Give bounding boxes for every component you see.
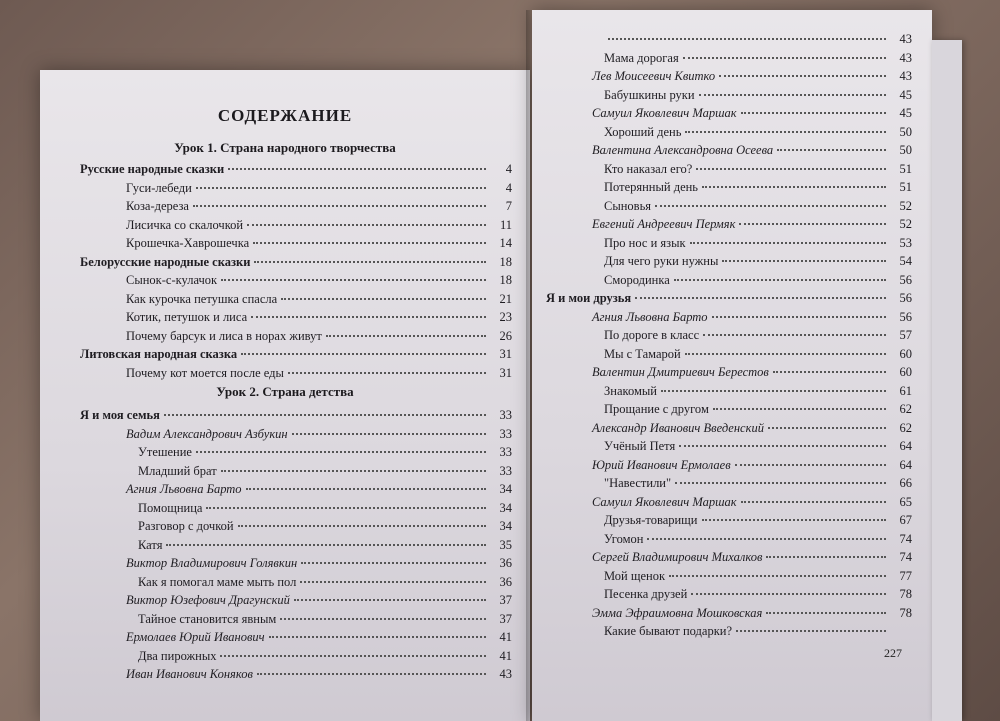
toc-entry-title: Помощница <box>138 500 203 515</box>
dot-leader <box>766 556 886 558</box>
toc-entry-title: Белорусские народные сказки <box>80 254 251 269</box>
toc-entry-title: Почему барсук и лиса в норах живут <box>126 328 322 343</box>
toc-entry-page: 62 <box>899 402 912 416</box>
toc-entry <box>80 329 512 348</box>
toc-entry-page: 34 <box>499 519 512 533</box>
toc-entry-page: 34 <box>499 482 512 496</box>
dot-leader <box>741 501 886 503</box>
dot-leader <box>690 242 886 244</box>
toc-entry-page: 31 <box>499 347 512 361</box>
dot-leader <box>301 562 486 564</box>
toc-entry <box>546 606 912 625</box>
toc-entry <box>546 143 912 162</box>
toc-entry-title: Катя <box>138 537 163 552</box>
toc-entry-page: 50 <box>899 124 912 139</box>
toc-entry-page: 43 <box>899 32 912 46</box>
toc-entry-page: 43 <box>899 50 912 65</box>
dot-leader <box>193 205 486 207</box>
dot-leader <box>777 149 886 151</box>
toc-entry-title: Я и моя семья <box>80 408 160 422</box>
toc-entry-title: Лисичка со скалочкой <box>126 217 244 232</box>
dot-leader <box>696 168 886 170</box>
toc-entry-page: 60 <box>899 346 912 361</box>
toc-entry-title: "Навестили" <box>604 476 672 490</box>
toc-entry <box>546 125 912 144</box>
toc-entry <box>546 365 912 384</box>
toc-entry-title: Друзья-товарищи <box>604 513 698 527</box>
toc-entry-page: 64 <box>899 439 912 453</box>
dot-leader <box>269 636 486 638</box>
toc-entry-page: 11 <box>499 217 512 232</box>
toc-entry-page: 52 <box>899 217 912 231</box>
toc-entry <box>80 255 512 274</box>
toc-list-continued <box>546 32 912 643</box>
toc-entry <box>546 624 912 643</box>
toc-entry-page: 67 <box>899 513 912 527</box>
dot-leader <box>164 414 486 416</box>
toc-entry <box>80 501 512 520</box>
toc-entry-title: Младший брат <box>138 463 217 478</box>
toc-entry-title: Какие бывают подарки? <box>604 624 733 638</box>
toc-entry-page: 33 <box>499 445 512 459</box>
dot-leader <box>292 433 486 435</box>
toc-entry-title: Как курочка петушка спасла <box>126 291 278 306</box>
toc-entry-page: 45 <box>899 106 912 120</box>
toc-entry-page: 37 <box>499 611 512 626</box>
dot-leader <box>685 353 886 355</box>
toc-list-lesson-2 <box>80 408 512 686</box>
toc-entry-page: 36 <box>499 556 512 570</box>
toc-entry-title: Евгений Андреевич Пермяк <box>592 217 736 231</box>
dot-leader <box>196 451 486 453</box>
toc-entry-page: 43 <box>899 69 912 83</box>
toc-entry-page: 56 <box>899 291 912 305</box>
toc-entry-title: Русские народные сказки <box>80 162 225 176</box>
dot-leader <box>241 353 486 355</box>
dot-leader <box>736 630 886 632</box>
toc-entry-page: 66 <box>899 476 912 490</box>
toc-entry <box>80 427 512 446</box>
toc-entry <box>80 649 512 668</box>
toc-entry-title: Агния Львовна Барто <box>592 309 708 324</box>
toc-entry-title: Угомон <box>604 531 644 546</box>
toc-entry-page: 56 <box>899 309 912 324</box>
toc-entry <box>546 310 912 329</box>
toc-entry-page: 4 <box>505 162 512 176</box>
toc-entry <box>80 667 512 686</box>
toc-entry <box>80 538 512 557</box>
toc-entry-title: Александр Иванович Введенский <box>592 420 764 435</box>
toc-entry-page: 21 <box>499 291 512 306</box>
lesson-1-title: Урок 1. Страна народного творчества <box>174 140 396 155</box>
toc-entry-page: 52 <box>899 198 912 213</box>
toc-entry-page: 50 <box>899 143 912 157</box>
dot-leader <box>674 279 886 281</box>
dot-leader <box>719 75 886 77</box>
left-page <box>40 70 530 721</box>
toc-entry-title: Вадим Александрович Азбукин <box>126 426 288 441</box>
toc-entry <box>546 587 912 606</box>
dot-leader <box>221 279 486 281</box>
dot-leader <box>166 544 486 546</box>
toc-entry-page: 53 <box>899 235 912 250</box>
dot-leader <box>722 260 886 262</box>
toc-entry-page: 18 <box>499 273 512 287</box>
toc-entry-title: По дороге в класс <box>604 328 700 342</box>
toc-entry-title: Виктор Юзефович Драгунский <box>126 593 290 607</box>
toc-entry-page: 78 <box>899 587 912 601</box>
toc-entry <box>80 556 512 575</box>
toc-entry-page: 78 <box>899 605 912 620</box>
toc-entry <box>80 310 512 329</box>
toc-entry-title: Коза-дереза <box>126 199 189 213</box>
toc-entry <box>546 328 912 347</box>
toc-entry <box>80 445 512 464</box>
toc-entry-page: 65 <box>899 494 912 509</box>
dot-leader <box>228 168 486 170</box>
toc-entry-page: 43 <box>499 667 512 681</box>
toc-entry-page: 60 <box>899 365 912 379</box>
toc-entry-page: 33 <box>499 426 512 441</box>
toc-entry-title: Эмма Эфраимовна Мошковская <box>592 605 763 620</box>
toc-entry-page: 7 <box>505 199 512 213</box>
dot-leader <box>713 408 886 410</box>
toc-entry <box>80 236 512 255</box>
toc-entry <box>546 513 912 532</box>
dot-leader <box>647 538 886 540</box>
dot-leader <box>206 507 486 509</box>
toc-entry-title: Крошечка-Хаврошечка <box>126 236 250 250</box>
toc-entry <box>546 402 912 421</box>
dot-leader <box>300 581 486 583</box>
toc-entry-title: Мы с Тамарой <box>604 346 681 361</box>
dot-leader <box>238 525 486 527</box>
toc-entry <box>546 291 912 310</box>
dot-leader <box>679 445 886 447</box>
toc-entry-title: Бабушкины руки <box>604 87 695 102</box>
toc-entry-page: 34 <box>499 500 512 515</box>
page-number: 227 <box>884 646 902 660</box>
dot-leader <box>699 94 886 96</box>
toc-entry-title: Валентин Дмитриевич Берестов <box>592 365 769 379</box>
toc-entry-title: Про нос и язык <box>604 235 686 250</box>
toc-entry-title: Потерянный день <box>604 180 699 194</box>
toc-entry-page: 41 <box>499 630 512 644</box>
toc-entry <box>546 273 912 292</box>
toc-entry-page: 37 <box>499 593 512 607</box>
toc-entry-page: 23 <box>499 310 512 324</box>
toc-entry <box>80 612 512 631</box>
toc-entry-title: Гуси-лебеди <box>126 180 192 195</box>
dot-leader <box>669 575 886 577</box>
dot-leader <box>702 519 887 521</box>
dot-leader <box>691 593 886 595</box>
toc-entry <box>546 69 912 88</box>
toc-entry <box>546 217 912 236</box>
dot-leader <box>288 372 486 374</box>
toc-entry-page: 14 <box>499 236 512 250</box>
toc-entry-title: Мой щенок <box>604 568 666 583</box>
dot-leader <box>741 112 886 114</box>
toc-entry-title: Знакомый <box>604 383 657 398</box>
toc-entry <box>546 162 912 181</box>
dot-leader <box>221 470 486 472</box>
dot-leader <box>661 390 886 392</box>
dot-leader <box>712 316 886 318</box>
toc-entry <box>546 106 912 125</box>
toc-entry-page: 56 <box>899 272 912 287</box>
toc-entry-title: Смородинка <box>604 272 670 287</box>
toc-entry <box>546 569 912 588</box>
toc-entry-page: 33 <box>499 408 512 422</box>
dot-leader <box>735 464 886 466</box>
toc-entry-title: Виктор Владимирович Голявкин <box>126 556 298 570</box>
toc-entry-page: 61 <box>899 383 912 398</box>
dot-leader <box>702 186 886 188</box>
toc-entry <box>546 384 912 403</box>
dot-leader <box>675 482 886 484</box>
toc-entry-title: Ермолаев Юрий Иванович <box>126 630 265 644</box>
toc-entry-title: Валентина Александровна Осеева <box>592 143 774 157</box>
toc-entry-page: 64 <box>899 457 912 472</box>
dot-leader <box>739 223 886 225</box>
toc-entry <box>80 482 512 501</box>
toc-entry <box>546 550 912 569</box>
dot-leader <box>281 298 486 300</box>
dot-leader <box>768 427 886 429</box>
dot-leader <box>766 612 886 614</box>
toc-entry <box>546 32 912 51</box>
toc-entry-title: Самуил Яковлевич Маршак <box>592 106 737 120</box>
toc-entry <box>80 273 512 292</box>
dot-leader <box>251 316 486 318</box>
toc-entry-page: 74 <box>899 531 912 546</box>
toc-entry <box>546 476 912 495</box>
toc-entry-page: 62 <box>899 420 912 435</box>
toc-heading: СОДЕРЖАНИЕ <box>217 106 353 125</box>
dot-leader <box>773 371 886 373</box>
toc-entry <box>80 630 512 649</box>
toc-entry <box>546 88 912 107</box>
toc-entry <box>80 593 512 612</box>
dot-leader <box>246 488 486 490</box>
toc-entry-page: 45 <box>899 87 912 102</box>
toc-entry <box>546 532 912 551</box>
toc-entry <box>546 199 912 218</box>
toc-entry-title: Литовская народная сказка <box>80 347 238 361</box>
dot-leader <box>326 335 486 337</box>
toc-entry-title: Хороший день <box>604 124 682 139</box>
toc-entry-title: Мама дорогая <box>604 50 679 65</box>
toc-entry <box>80 464 512 483</box>
toc-entry <box>546 51 912 70</box>
lesson-2-title: Урок 2. Страна детства <box>216 384 354 399</box>
toc-entry <box>546 347 912 366</box>
toc-entry <box>80 218 512 237</box>
dot-leader <box>196 187 486 189</box>
toc-entry <box>80 347 512 366</box>
toc-entry-title: Котик, петушок и лиса <box>126 310 248 324</box>
toc-entry <box>546 421 912 440</box>
toc-entry <box>546 495 912 514</box>
toc-entry <box>546 439 912 458</box>
toc-entry <box>80 575 512 594</box>
toc-entry-title: Песенка друзей <box>604 587 688 601</box>
toc-entry-title: Агния Львовна Барто <box>126 482 242 496</box>
toc-entry <box>546 254 912 273</box>
toc-entry <box>80 292 512 311</box>
toc-entry-page: 54 <box>899 254 912 268</box>
toc-entry-page: 31 <box>499 365 512 380</box>
toc-entry-title: Самуил Яковлевич Маршак <box>592 494 737 509</box>
dot-leader <box>294 599 486 601</box>
toc-entry-title: Юрий Иванович Ермолаев <box>592 457 731 472</box>
toc-entry-title: Почему кот моется после еды <box>126 365 284 380</box>
toc-entry-title: Я и мои друзья <box>546 291 632 305</box>
toc-entry-page: 51 <box>899 180 912 194</box>
dot-leader <box>703 334 886 336</box>
toc-entry <box>80 366 512 385</box>
dot-leader <box>608 38 886 40</box>
toc-entry-page: 41 <box>499 648 512 663</box>
toc-entry-page: 36 <box>499 574 512 589</box>
toc-entry-title: Иван Иванович Коняков <box>126 667 253 681</box>
dot-leader <box>247 224 486 226</box>
toc-entry-page: 57 <box>899 328 912 342</box>
toc-entry-title: Сергей Владимирович Михалков <box>592 550 763 564</box>
toc-entry-title: Лев Моисеевич Квитко <box>592 69 716 83</box>
toc-list-lesson-1 <box>80 162 512 384</box>
dot-leader <box>257 673 486 675</box>
dot-leader <box>635 297 886 299</box>
toc-entry <box>80 181 512 200</box>
dot-leader <box>685 131 886 133</box>
toc-entry <box>80 199 512 218</box>
toc-entry-title: Для чего руки нужны <box>604 254 719 268</box>
next-page-edge <box>932 40 962 721</box>
dot-leader <box>280 618 486 620</box>
toc-entry-page: 77 <box>899 568 912 583</box>
toc-entry-title: Кто наказал его? <box>604 161 693 176</box>
toc-entry <box>546 236 912 255</box>
right-page <box>532 10 932 721</box>
toc-entry-page: 26 <box>499 328 512 343</box>
toc-entry-title: Учёный Петя <box>604 439 676 453</box>
toc-entry-page: 74 <box>899 550 912 564</box>
dot-leader <box>253 242 486 244</box>
toc-entry <box>80 408 512 427</box>
toc-entry-page: 33 <box>499 463 512 478</box>
dot-leader <box>220 655 486 657</box>
toc-entry-page: 18 <box>499 254 512 269</box>
toc-entry <box>546 458 912 477</box>
toc-entry-title: Утешение <box>138 445 192 459</box>
toc-entry-title: Тайное становится явным <box>138 611 277 626</box>
toc-entry <box>80 519 512 538</box>
toc-entry-page: 51 <box>899 161 912 176</box>
toc-entry <box>546 180 912 199</box>
toc-entry-title: Как я помогал маме мыть пол <box>138 574 297 589</box>
dot-leader <box>683 57 886 59</box>
toc-entry-title: Сыновья <box>604 198 652 213</box>
toc-entry-title: Прощание с другом <box>604 402 709 416</box>
toc-entry-page: 4 <box>505 180 512 195</box>
toc-entry <box>80 162 512 181</box>
toc-entry-title: Два пирожных <box>138 648 217 663</box>
open-book <box>40 10 970 721</box>
dot-leader <box>254 261 486 263</box>
dot-leader <box>655 205 886 207</box>
toc-entry-page: 35 <box>499 537 512 552</box>
toc-entry-title: Сынок-с-кулачок <box>126 273 218 287</box>
toc-entry-title: Разговор с дочкой <box>138 519 234 533</box>
